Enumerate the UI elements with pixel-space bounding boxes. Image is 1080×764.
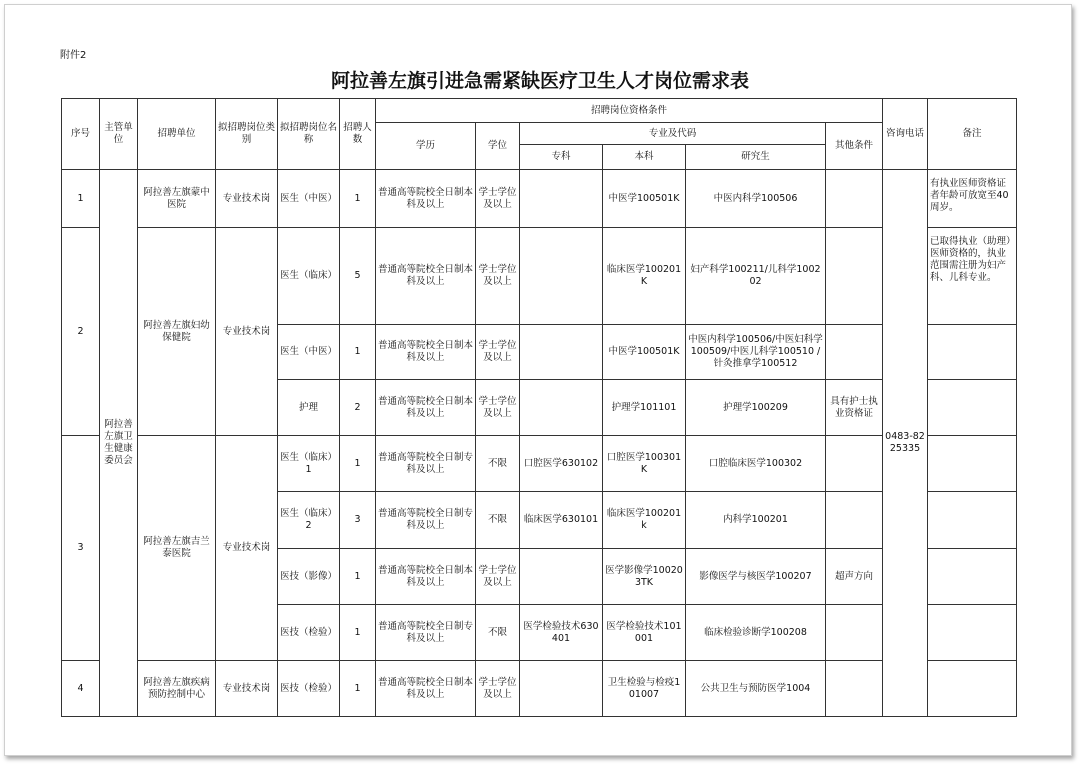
degree-cell: 学士学位及以上 bbox=[476, 661, 520, 717]
college-cell bbox=[520, 228, 603, 325]
note-cell bbox=[928, 436, 1017, 492]
header-post-type: 拟招聘岗位类别 bbox=[216, 99, 278, 170]
header-qualifications: 招聘岗位资格条件 bbox=[376, 99, 883, 123]
post-name-cell: 医生（临床）2 bbox=[278, 492, 340, 549]
bachelor-cell: 临床医学100201K bbox=[603, 228, 686, 325]
seq-cell: 2 bbox=[62, 228, 100, 436]
unit-cell: 阿拉善左旗妇幼保健院 bbox=[138, 228, 216, 436]
degree-cell: 学士学位及以上 bbox=[476, 170, 520, 228]
post-name-cell: 护理 bbox=[278, 380, 340, 436]
header-notes: 备注 bbox=[928, 99, 1017, 170]
header-row bbox=[62, 99, 1017, 123]
count-cell: 1 bbox=[340, 605, 376, 661]
page-title: 阿拉善左旗引进急需紧缺医疗卫生人才岗位需求表 bbox=[330, 70, 749, 92]
count-cell: 1 bbox=[340, 436, 376, 492]
graduate-cell: 影像医学与核医学100207 bbox=[686, 549, 826, 605]
post-name-cell: 医生（中医） bbox=[278, 325, 340, 380]
note-cell bbox=[928, 661, 1017, 717]
header-seq: 序号 bbox=[62, 99, 100, 170]
education-cell: 普通高等院校全日制专科及以上 bbox=[376, 436, 476, 492]
degree-cell: 学士学位及以上 bbox=[476, 228, 520, 325]
graduate-cell: 妇产科学100211/儿科学100202 bbox=[686, 228, 826, 325]
post-type-cell: 专业技术岗 bbox=[216, 436, 278, 661]
requirements-table bbox=[61, 98, 1017, 717]
degree-cell: 不限 bbox=[476, 436, 520, 492]
attachment-label: 附件2 bbox=[60, 50, 87, 61]
count-cell: 1 bbox=[340, 170, 376, 228]
graduate-cell: 内科学100201 bbox=[686, 492, 826, 549]
bachelor-cell: 医学影像学100203TK bbox=[603, 549, 686, 605]
header-graduate: 研究生 bbox=[686, 145, 826, 170]
college-cell: 临床医学630101 bbox=[520, 492, 603, 549]
seq-cell: 3 bbox=[62, 436, 100, 661]
table-row bbox=[62, 661, 1017, 717]
college-cell bbox=[520, 325, 603, 380]
count-cell: 1 bbox=[340, 325, 376, 380]
seq-cell: 1 bbox=[62, 170, 100, 228]
degree-cell: 学士学位及以上 bbox=[476, 325, 520, 380]
unit-cell: 阿拉善左旗蒙中医院 bbox=[138, 170, 216, 228]
table-row bbox=[62, 436, 1017, 492]
count-cell: 2 bbox=[340, 380, 376, 436]
note-cell: 有执业医师资格证者年龄可放宽至40周岁。 bbox=[928, 170, 1017, 228]
note-cell bbox=[928, 549, 1017, 605]
post-name-cell: 医生（临床）1 bbox=[278, 436, 340, 492]
unit-cell: 阿拉善左旗疾病预防控制中心 bbox=[138, 661, 216, 717]
bachelor-cell: 护理学101101 bbox=[603, 380, 686, 436]
header-authority: 主管单位 bbox=[100, 99, 138, 170]
college-cell bbox=[520, 549, 603, 605]
count-cell: 5 bbox=[340, 228, 376, 325]
college-cell: 口腔医学630102 bbox=[520, 436, 603, 492]
degree-cell: 学士学位及以上 bbox=[476, 549, 520, 605]
bachelor-cell: 中医学100501K bbox=[603, 170, 686, 228]
education-cell: 普通高等院校全日制本科及以上 bbox=[376, 228, 476, 325]
bachelor-cell: 卫生检验与检疫101007 bbox=[603, 661, 686, 717]
education-cell: 普通高等院校全日制本科及以上 bbox=[376, 325, 476, 380]
bachelor-cell: 医学检验技术101001 bbox=[603, 605, 686, 661]
bachelor-cell: 口腔医学100301K bbox=[603, 436, 686, 492]
post-name-cell: 医技（影像） bbox=[278, 549, 340, 605]
note-cell: 已取得执业（助理）医师资格的，执业范围需注册为妇产科、儿科专业。 bbox=[928, 228, 1017, 325]
education-cell: 普通高等院校全日制专科及以上 bbox=[376, 605, 476, 661]
post-name-cell: 医技（检验） bbox=[278, 605, 340, 661]
other-cell: 具有护士执业资格证 bbox=[826, 380, 883, 436]
post-type-cell: 专业技术岗 bbox=[216, 228, 278, 436]
post-name-cell: 医技（检验） bbox=[278, 661, 340, 717]
header-phone: 咨询电话 bbox=[883, 99, 928, 170]
phone-cell: 0483-8225335 bbox=[883, 170, 928, 717]
other-cell bbox=[826, 492, 883, 549]
post-type-cell: 专业技术岗 bbox=[216, 170, 278, 228]
header-post-name: 拟招聘岗位名称 bbox=[278, 99, 340, 170]
graduate-cell: 中医内科学100506/中医妇科学100509/中医儿科学100510 /针灸推拿学100512 bbox=[686, 325, 826, 380]
header-other: 其他条件 bbox=[826, 123, 883, 170]
other-cell bbox=[826, 605, 883, 661]
education-cell: 普通高等院校全日制本科及以上 bbox=[376, 170, 476, 228]
college-cell: 医学检验技术630401 bbox=[520, 605, 603, 661]
header-degree: 学位 bbox=[476, 123, 520, 170]
table-row bbox=[62, 228, 1017, 325]
note-cell bbox=[928, 492, 1017, 549]
seq-cell: 4 bbox=[62, 661, 100, 717]
education-cell: 普通高等院校全日制本科及以上 bbox=[376, 549, 476, 605]
other-cell bbox=[826, 325, 883, 380]
other-cell: 超声方向 bbox=[826, 549, 883, 605]
header-education: 学历 bbox=[376, 123, 476, 170]
header-college: 专科 bbox=[520, 145, 603, 170]
degree-cell: 不限 bbox=[476, 492, 520, 549]
degree-cell: 学士学位及以上 bbox=[476, 380, 520, 436]
graduate-cell: 中医内科学100506 bbox=[686, 170, 826, 228]
degree-cell: 不限 bbox=[476, 605, 520, 661]
count-cell: 1 bbox=[340, 661, 376, 717]
post-name-cell: 医生（中医） bbox=[278, 170, 340, 228]
post-type-cell: 专业技术岗 bbox=[216, 661, 278, 717]
note-cell bbox=[928, 325, 1017, 380]
bachelor-cell: 中医学100501K bbox=[603, 325, 686, 380]
education-cell: 普通高等院校全日制本科及以上 bbox=[376, 380, 476, 436]
count-cell: 3 bbox=[340, 492, 376, 549]
graduate-cell: 护理学100209 bbox=[686, 380, 826, 436]
college-cell bbox=[520, 170, 603, 228]
table-row bbox=[62, 170, 1017, 228]
post-name-cell: 医生（临床） bbox=[278, 228, 340, 325]
note-cell bbox=[928, 380, 1017, 436]
authority-cell: 阿拉善左旗卫生健康委员会 bbox=[100, 170, 138, 717]
college-cell bbox=[520, 380, 603, 436]
graduate-cell: 口腔临床医学100302 bbox=[686, 436, 826, 492]
other-cell bbox=[826, 170, 883, 228]
count-cell: 1 bbox=[340, 549, 376, 605]
graduate-cell: 公共卫生与预防医学1004 bbox=[686, 661, 826, 717]
header-major-code: 专业及代码 bbox=[520, 123, 826, 145]
education-cell: 普通高等院校全日制专科及以上 bbox=[376, 492, 476, 549]
other-cell bbox=[826, 661, 883, 717]
bachelor-cell: 临床医学100201k bbox=[603, 492, 686, 549]
graduate-cell: 临床检验诊断学100208 bbox=[686, 605, 826, 661]
other-cell bbox=[826, 228, 883, 325]
note-cell bbox=[928, 605, 1017, 661]
other-cell bbox=[826, 436, 883, 492]
header-bachelor: 本科 bbox=[603, 145, 686, 170]
header-unit: 招聘单位 bbox=[138, 99, 216, 170]
unit-cell: 阿拉善左旗吉兰泰医院 bbox=[138, 436, 216, 661]
header-count: 招聘人数 bbox=[340, 99, 376, 170]
college-cell bbox=[520, 661, 603, 717]
education-cell: 普通高等院校全日制本科及以上 bbox=[376, 661, 476, 717]
